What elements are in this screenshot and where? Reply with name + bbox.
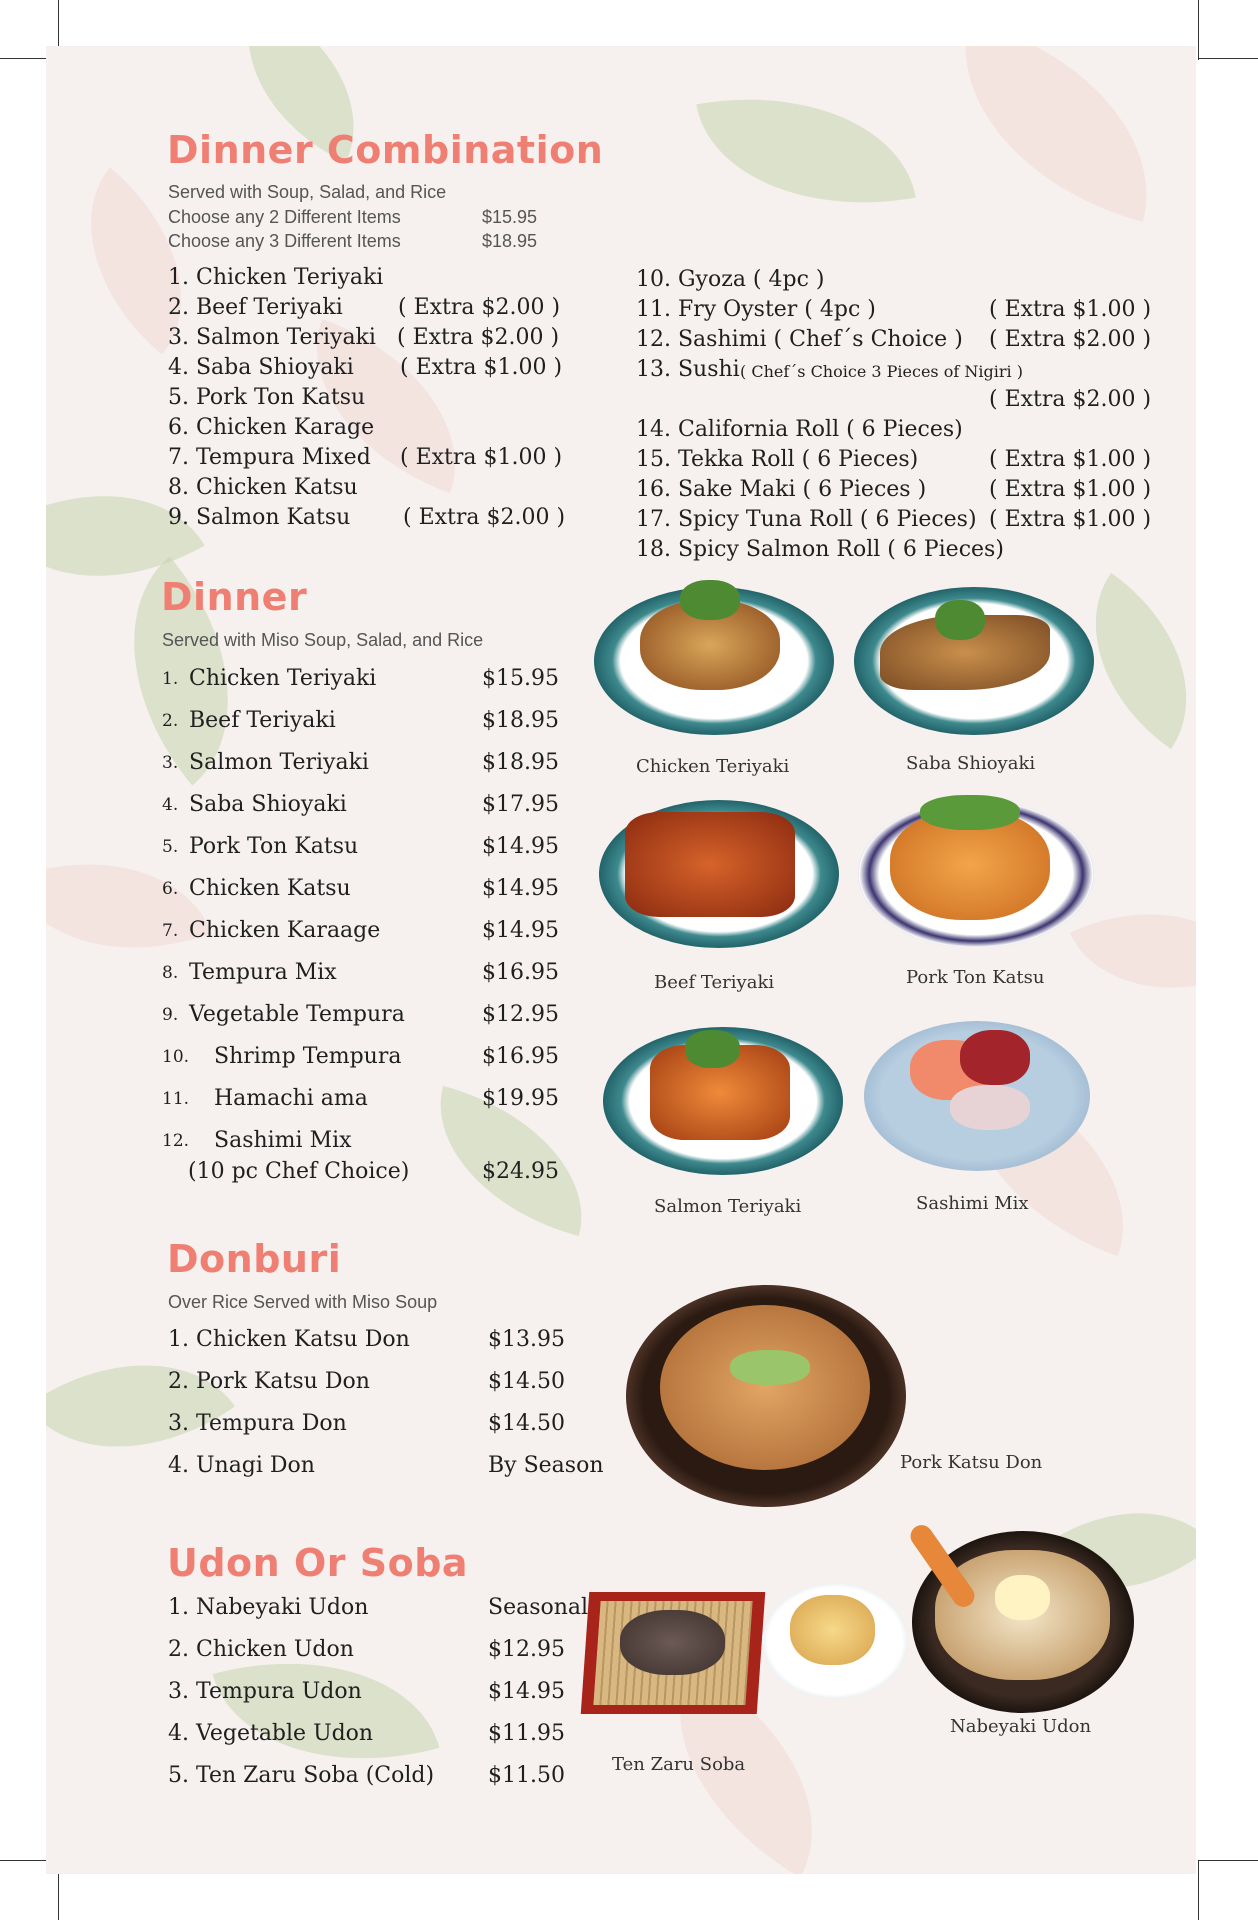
donburi-item-price: $14.50 <box>488 1369 565 1394</box>
dinner-title: Dinner <box>161 575 308 619</box>
combo-item-extra: ( Extra $2.00 ) <box>989 327 1152 352</box>
dinner-item-number: 2. <box>162 711 179 731</box>
caption-beef-teriyaki: Beef Teriyaki <box>654 972 775 993</box>
dinner-item-name: Vegetable Tempura <box>189 1002 405 1027</box>
dinner-item-number: 11. <box>162 1089 190 1109</box>
donburi-item-price: $13.95 <box>488 1327 565 1352</box>
dinner-item-name: Shrimp Tempura <box>214 1044 402 1069</box>
combo-item-extra: ( Extra $1.00 ) <box>400 355 563 380</box>
combo-item-name: 17. Spicy Tuna Roll ( 6 Pieces) <box>636 507 977 532</box>
caption-salmon-teriyaki: Salmon Teriyaki <box>654 1196 802 1217</box>
combo-item-name: 15. Tekka Roll ( 6 Pieces) <box>636 447 919 472</box>
udon-item-price: $14.95 <box>488 1679 565 1704</box>
dinner-item-number: 1. <box>162 669 179 689</box>
dinner-item-last-price: $24.95 <box>482 1159 559 1184</box>
donburi-item-name: 2. Pork Katsu Don <box>168 1369 370 1394</box>
dinner-item-price: $18.95 <box>482 750 559 775</box>
dinner-item-name: Chicken Katsu <box>189 876 351 901</box>
combo-title: Dinner Combination <box>167 128 604 172</box>
crop-mark <box>1198 1860 1258 1861</box>
dinner-item-number: 4. <box>162 795 179 815</box>
dinner-item-number: 7. <box>162 921 179 941</box>
combo-choose-3: Choose any 3 Different Items <box>168 231 401 251</box>
combo-item-name: 10. Gyoza ( 4pc ) <box>636 267 825 292</box>
dinner-item-name: Tempura Mix <box>189 960 337 985</box>
dinner-item-price: $17.95 <box>482 792 559 817</box>
dinner-item-number: 8. <box>162 963 179 983</box>
donburi-title: Donburi <box>167 1237 342 1281</box>
combo-item-extra: ( Extra $1.00 ) <box>989 297 1152 322</box>
dinner-item-name: Chicken Karaage <box>189 918 381 943</box>
caption-chicken-teriyaki: Chicken Teriyaki <box>636 756 790 777</box>
combo-item-name: 18. Spicy Salmon Roll ( 6 Pieces) <box>636 537 1004 562</box>
dinner-item-name: Pork Ton Katsu <box>189 834 359 859</box>
combo-item-name: 1. Chicken Teriyaki <box>168 265 384 290</box>
dinner-item-price: $15.95 <box>482 666 559 691</box>
caption-saba-shioyaki: Saba Shioyaki <box>906 753 1036 774</box>
donburi-item-name: 1. Chicken Katsu Don <box>168 1327 410 1352</box>
donburi-item-price: $14.50 <box>488 1411 565 1436</box>
dinner-item-price: $18.95 <box>482 708 559 733</box>
dinner-item-number: 5. <box>162 837 179 857</box>
combo-item-extra: ( Extra $2.00 ) <box>398 295 561 320</box>
udon-title: Udon Or Soba <box>167 1541 469 1585</box>
leaf-decoration <box>930 46 1181 222</box>
combo-item-name: 6. Chicken Karage <box>168 415 375 440</box>
donburi-item-price: By Season <box>488 1453 604 1478</box>
udon-item-name: 4. Vegetable Udon <box>168 1721 374 1746</box>
dinner-item-name: Chicken Teriyaki <box>189 666 377 691</box>
crop-mark <box>1198 58 1258 59</box>
udon-item-name: 1. Nabeyaki Udon <box>168 1595 369 1620</box>
dinner-item-price: $19.95 <box>482 1086 559 1111</box>
dinner-item-name: Beef Teriyaki <box>189 708 336 733</box>
combo-item-name: 8. Chicken Katsu <box>168 475 358 500</box>
combo-item-name: 2. Beef Teriyaki <box>168 295 343 320</box>
dinner-item-name: Sashimi Mix <box>214 1128 352 1153</box>
donburi-item-name: 4. Unagi Don <box>168 1453 315 1478</box>
dinner-item-price: $16.95 <box>482 1044 559 1069</box>
combo-item-extra: ( Extra $1.00 ) <box>989 447 1152 472</box>
dinner-item-price: $12.95 <box>482 1002 559 1027</box>
combo-item-name: 12. Sashimi ( Chef´s Choice ) <box>636 327 963 352</box>
combo-choose-2: Choose any 2 Different Items <box>168 207 401 227</box>
combo-item-extra: ( Extra $1.00 ) <box>989 507 1152 532</box>
combo-item-extra: ( Extra $1.00 ) <box>989 477 1152 502</box>
combo-item-extra: ( Extra $2.00 ) <box>403 505 566 530</box>
udon-item-price: Seasonal <box>488 1595 589 1620</box>
udon-item-name: 2. Chicken Udon <box>168 1637 354 1662</box>
combo-item-extra: ( Extra $1.00 ) <box>400 445 563 470</box>
dinner-item-price: $16.95 <box>482 960 559 985</box>
combo-item-name: 9. Salmon Katsu <box>168 505 351 530</box>
udon-item-price: $11.95 <box>488 1721 565 1746</box>
donburi-item-name: 3. Tempura Don <box>168 1411 347 1436</box>
combo-subtitle: Served with Soup, Salad, and Rice <box>168 182 447 202</box>
combo-item-name: 14. California Roll ( 6 Pieces) <box>636 417 963 442</box>
leaf-decoration <box>696 70 916 233</box>
dinner-item-number: 6. <box>162 879 179 899</box>
combo-item-name: 4. Saba Shioyaki <box>168 355 354 380</box>
dinner-item-number: 3. <box>162 753 179 773</box>
udon-item-name: 3. Tempura Udon <box>168 1679 362 1704</box>
dinner-item-name: Saba Shioyaki <box>189 792 347 817</box>
crop-mark <box>1198 1860 1199 1920</box>
combo-price-2: $15.95 <box>482 207 538 227</box>
udon-item-price: $12.95 <box>488 1637 565 1662</box>
combo-item-note: ( Chef´s Choice 3 Pieces of Nigiri ) <box>740 362 1023 381</box>
dinner-item-price: $14.95 <box>482 918 559 943</box>
dinner-subtitle: Served with Miso Soup, Salad, and Rice <box>162 630 484 650</box>
crop-mark <box>1198 0 1199 60</box>
leaf-decoration <box>46 821 211 992</box>
dinner-item-number: 10. <box>162 1047 190 1067</box>
caption-pork-ton-katsu: Pork Ton Katsu <box>906 967 1045 988</box>
caption-ten-zaru-soba: Ten Zaru Soba <box>612 1754 746 1775</box>
caption-nabeyaki-udon: Nabeyaki Udon <box>950 1716 1092 1737</box>
dinner-item-name: Salmon Teriyaki <box>189 750 369 775</box>
combo-item-extra: ( Extra $2.00 ) <box>397 325 560 350</box>
combo-item-name: 5. Pork Ton Katsu <box>168 385 366 410</box>
combo-item-name: 11. Fry Oyster ( 4pc ) <box>636 297 876 322</box>
dinner-item-name: Hamachi ama <box>214 1086 368 1111</box>
combo-price-3: $18.95 <box>482 231 538 251</box>
caption-sashimi-mix: Sashimi Mix <box>916 1193 1029 1214</box>
udon-item-name: 5. Ten Zaru Soba (Cold) <box>168 1763 435 1788</box>
dinner-item-number: 9. <box>162 1005 179 1025</box>
caption-pork-katsu-don: Pork Katsu Don <box>900 1452 1043 1473</box>
combo-item-name: 13. Sushi <box>636 357 740 382</box>
udon-item-price: $11.50 <box>488 1763 565 1788</box>
dinner-item-last-line: (10 pc Chef Choice) <box>188 1159 410 1184</box>
combo-item-name: 3. Salmon Teriyaki <box>168 325 376 350</box>
combo-item-name: 16. Sake Maki ( 6 Pieces ) <box>636 477 927 502</box>
donburi-subtitle: Over Rice Served with Miso Soup <box>168 1292 438 1312</box>
combo-item-name: 7. Tempura Mixed <box>168 445 371 470</box>
dinner-item-number: 12. <box>162 1131 190 1151</box>
combo-item-extra: ( Extra $2.00 ) <box>989 387 1152 412</box>
dinner-item-price: $14.95 <box>482 876 559 901</box>
dinner-item-price: $14.95 <box>482 834 559 859</box>
